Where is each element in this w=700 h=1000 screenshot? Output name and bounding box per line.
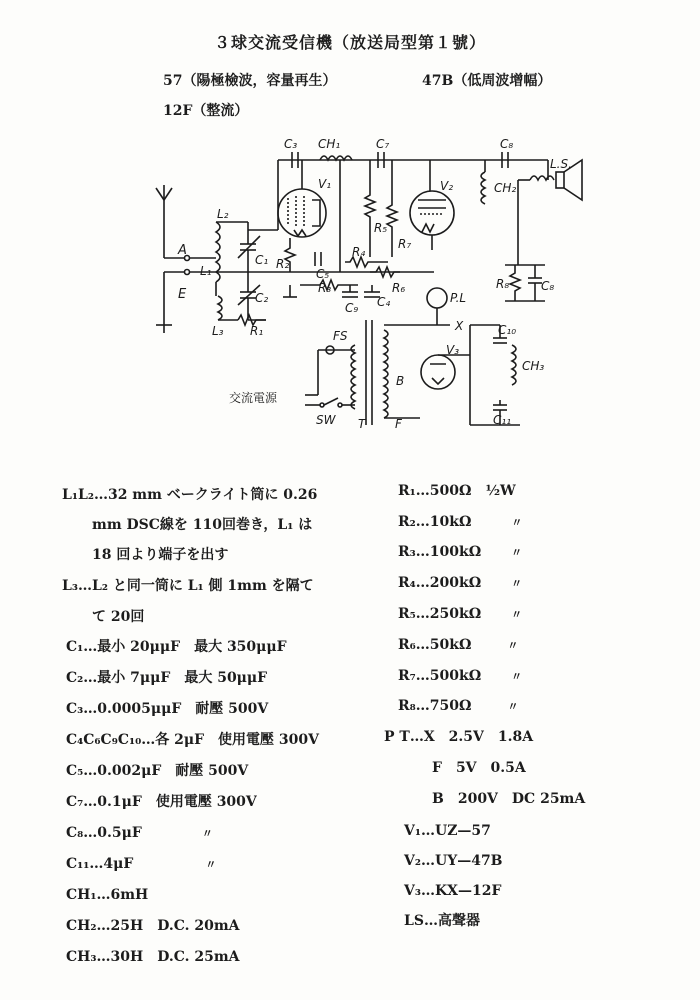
parts-left-14: CH₂…25H D.C. 20mA — [66, 918, 240, 934]
label-ch2: CH₂ — [494, 181, 517, 195]
parts-right-8: P T…X 2.5V 1.8A — [384, 729, 534, 745]
label-c5: C₅ — [316, 267, 330, 281]
label-r4: R₄ — [352, 245, 366, 259]
tube-v3-description: 12F（整流） — [163, 103, 249, 119]
label-l1: L₁ — [200, 264, 212, 278]
label-r8: R₈ — [496, 277, 510, 291]
parts-left-8: C₄C₆C₉C₁₀…各 2μF 使用電壓 300V — [66, 732, 319, 748]
parts-right-4: R₅…250kΩ 〃 — [398, 606, 523, 622]
parts-left-1: mm DSC線を 110回巻き，L₁ は — [92, 517, 313, 533]
parts-right-3: R₄…200kΩ 〃 — [398, 575, 523, 591]
parts-right-2: R₃…100kΩ 〃 — [398, 544, 523, 560]
label-t: T — [358, 417, 366, 431]
label-c8: C₈ — [500, 137, 514, 151]
label-r7: R₇ — [398, 237, 412, 251]
label-c1: C₁ — [255, 253, 269, 267]
label-ch3: CH₃ — [522, 359, 545, 373]
label-v2: V₂ — [440, 179, 454, 193]
parts-right-0: R₁…500Ω ½W — [398, 483, 516, 499]
parts-left-10: C₇…0.1μF 使用電壓 300V — [66, 794, 257, 810]
parts-left-4: て 20回 — [92, 609, 145, 625]
parts-left-15: CH₃…30H D.C. 25mA — [66, 949, 240, 965]
label-v1: V₁ — [318, 177, 332, 191]
parts-left-11: C₈…0.5μF 〃 — [66, 825, 213, 841]
label-v3: V₃ — [446, 343, 460, 357]
page-title: ３球交流受信機（放送局型第１號） — [213, 33, 486, 52]
parts-left-3: L₃…L₂ と同一筒に L₁ 側 1mm を隔て — [62, 578, 314, 594]
label-c8-bypass: C₈ — [541, 279, 555, 293]
label-r5: R₅ — [374, 221, 388, 235]
parts-left-5: C₁…最小 20μμF 最大 350μμF — [66, 639, 287, 655]
label-f: F — [395, 417, 402, 431]
parts-left-9: C₅…0.002μF 耐壓 500V — [66, 763, 249, 779]
label-x: X — [455, 319, 464, 333]
parts-right-11: V₁…UZ—57 — [404, 823, 491, 839]
label-a: A — [178, 243, 187, 258]
label-c4: C₄ — [377, 295, 391, 309]
label-mains: 交流電源 — [229, 391, 278, 405]
label-sw: SW — [316, 413, 336, 427]
parts-left-13: CH₁…6mH — [66, 887, 149, 903]
parts-right-14: LS…高聲器 — [404, 913, 480, 929]
parts-left-6: C₂…最小 7μμF 最大 50μμF — [66, 670, 268, 686]
label-r6: R₆ — [392, 281, 406, 295]
label-c3: C₃ — [284, 137, 298, 151]
label-l2: L₂ — [217, 207, 229, 221]
label-r3: R₃ — [318, 281, 332, 295]
label-c10: C₁₀ — [498, 323, 516, 337]
label-e: E — [178, 287, 187, 302]
tube-v1-description: 57（陽極檢波，容量再生） — [163, 73, 337, 89]
parts-right-7: R₈…750Ω 〃 — [398, 698, 519, 714]
parts-right-10: B 200V DC 25mA — [432, 791, 586, 807]
schematic-labels — [0, 0, 700, 450]
tube-v2-description: 47B（低周波增幅） — [422, 73, 552, 89]
label-c2: C₂ — [255, 291, 269, 305]
parts-right-9: F 5V 0.5A — [432, 760, 526, 776]
label-b: B — [396, 374, 405, 388]
parts-right-6: R₇…500kΩ 〃 — [398, 668, 523, 684]
parts-left-0: L₁L₂…32 mm ベークライト筒に 0.26 — [62, 487, 318, 503]
parts-left-12: C₁₁…4μF 〃 — [66, 856, 217, 872]
parts-right-5: R₆…50kΩ 〃 — [398, 637, 519, 653]
parts-right-12: V₂…UY—47B — [404, 853, 503, 869]
label-c11: C₁₁ — [493, 413, 511, 427]
label-c9: C₉ — [345, 301, 359, 315]
parts-left-2: 18 回より端子を出す — [92, 547, 229, 563]
label-pl: P.L — [450, 291, 467, 305]
parts-left-7: C₃…0.0005μμF 耐壓 500V — [66, 701, 269, 717]
label-ls: L.S. — [550, 157, 572, 171]
label-fs: FS — [333, 329, 348, 343]
label-r1: R₁ — [250, 324, 264, 338]
label-r2: R₂ — [276, 257, 290, 271]
label-ch1: CH₁ — [318, 137, 341, 151]
parts-right-13: V₃…KX—12F — [404, 883, 502, 899]
parts-right-1: R₂…10kΩ 〃 — [398, 514, 523, 530]
label-c7: C₇ — [376, 137, 390, 151]
label-l3: L₃ — [212, 324, 224, 338]
